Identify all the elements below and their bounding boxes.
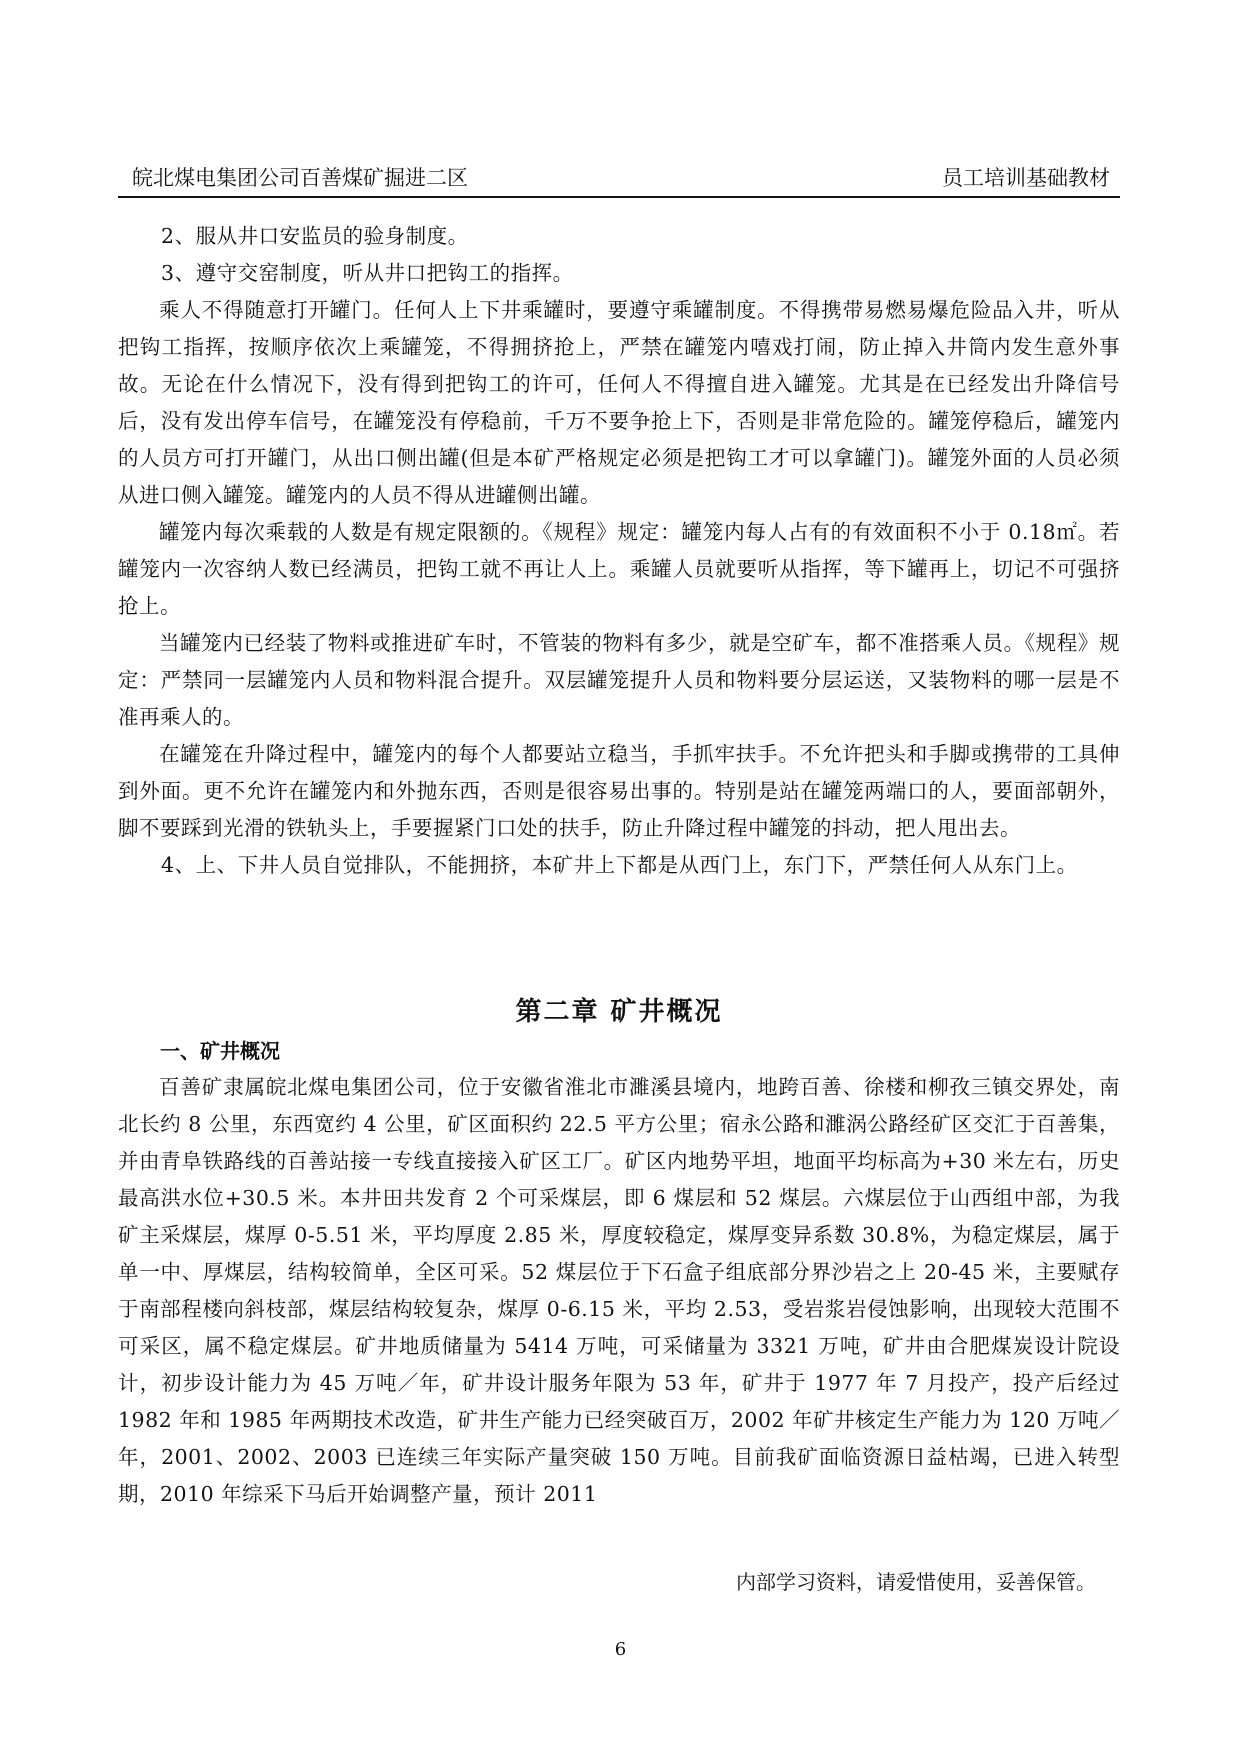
section-title: 一、矿井概况 bbox=[160, 1039, 280, 1063]
paragraph-cage-rules: 乘人不得随意打开罐门。任何人上下井乘罐时，要遵守乘罐制度。不得携带易燃易爆危险品入井，听从把钩工指挥，按顺序依次上乘罐笼，不得拥挤抢上，严禁在罐笼内嘻戏打闹，防止掉入井筒内发生意外事故。无论在什么情况下，没有得到把钩工的许可，任何人不得擅自进入罐笼。尤其是在已经发出升降信号后，没有发出停车信号，在罐笼没有停稳前，千万不要争抢上下，否则是非常危险的。罐笼停稳后，罐笼内的人员方可打开罐门，从出口侧出罐(但是本矿严格规定必须是把钩工才可以拿罐门)。罐笼外面的人员必须从进口侧入罐笼。罐笼内的人员不得从进罐侧出罐。 bbox=[118, 298, 1120, 507]
section-body bbox=[118, 1069, 1120, 1513]
chapter-title: 第二章 矿井概况 bbox=[515, 997, 723, 1027]
paragraph-item-3: 3、遵守交窑制度，听从井口把钩工的指挥。 bbox=[161, 261, 574, 285]
header-document-title: 员工培训基础教材 bbox=[942, 166, 1110, 190]
paragraph-mine-overview: 百善矿隶属皖北煤电集团公司，位于安徽省淮北市濉溪县境内，地跨百善、徐楼和柳孜三镇交界处，南北长约 8 公里，东西宽约 4 公里，矿区面积约 22.5 平方公里；宿永公路和濉涡公路经矿区交汇于百善集，并由青阜铁路线的百善站接一专线直接接入矿区工厂。矿区内地势平坦，地面平均标高为+30 米左右，历史最高洪水位+30.5 米。本井田共发育 2 个可采煤层，即 6 煤层和 52 煤层。六煤层位于山西组中部，为我矿主采煤层，煤厚 0-5.51 米，平均厚度 2.85 米，厚度较稳定，煤厚变异系数 30.8%，为稳定煤层，属于单一中、厚煤层，结构较简单，全区可采。52 煤层位于下石盒子组底部分界沙岩之上 20-45 米，主要赋存于南部程楼向斜枝部，煤层结构较复杂，煤厚 0-6.15 米，平均 2.53，受岩浆岩侵蚀影响，出现较大范围不可采区，属不稳定煤层。矿井地质储量为 5414 万吨，可采储量为 3321 万吨，矿井由合肥煤炭设计院设计，初步设计能力为 45 万吨／年，矿井设计服务年限为 53 年，矿井于 1977 年 7 月投产，投产后经过 1982 年和 1985 年两期技术改造，矿井生产能力已经突破百万，2002 年矿井核定生产能力为 120 万吨／年，2001、2002、2003 已连续三年实际产量突破 150 万吨。目前我矿面临资源日益枯竭，已进入转型期，2010 年综采下马后开始调整产量，预计 2011 bbox=[118, 1075, 1120, 1506]
header-organization: 皖北煤电集团公司百善煤矿掘进二区 bbox=[132, 166, 468, 190]
paragraph-cage-safety: 在罐笼在升降过程中，罐笼内的每个人都要站立稳当，手抓牢扶手。不允许把头和手脚或携带的工具伸到外面。更不允许在罐笼内和外抛东西，否则是很容易出事的。特别是站在罐笼两端口的人，要面部朝外，脚不要踩到光滑的铁轨头上，手要握紧门口处的扶手，防止升降过程中罐笼的抖动，把人甩出去。 bbox=[118, 742, 1120, 840]
paragraph-cage-capacity: 罐笼内每次乘载的人数是有规定限额的。《规程》规定：罐笼内每人占有的有效面积不小于 0.18㎡。若罐笼内一次容纳人数已经满员，把钩工就不再让人上。乘罐人员就要听从指挥，等下罐再上，切记不可强挤抢上。 bbox=[118, 520, 1120, 618]
paragraph-cage-materials: 当罐笼内已经装了物料或推进矿车时，不管装的物料有多少，就是空矿车，都不准搭乘人员。《规程》规定：严禁同一层罐笼内人员和物料混合提升。双层罐笼提升人员和物料要分层运送，又装物料的哪一层是不准再乘人的。 bbox=[118, 631, 1120, 729]
page-header bbox=[118, 160, 1120, 198]
footer-note: 内部学习资料，请爱惜使用，妥善保管。 bbox=[736, 1570, 1096, 1594]
body-text bbox=[118, 218, 1120, 884]
paragraph-item-2: 2、服从井口安监员的验身制度。 bbox=[161, 224, 469, 248]
page-number: 6 bbox=[614, 1639, 627, 1660]
paragraph-item-4: 4、上、下井人员自觉排队，不能拥挤，本矿井上下都是从西门上，东门下，严禁任何人从东门上。 bbox=[161, 853, 1078, 877]
